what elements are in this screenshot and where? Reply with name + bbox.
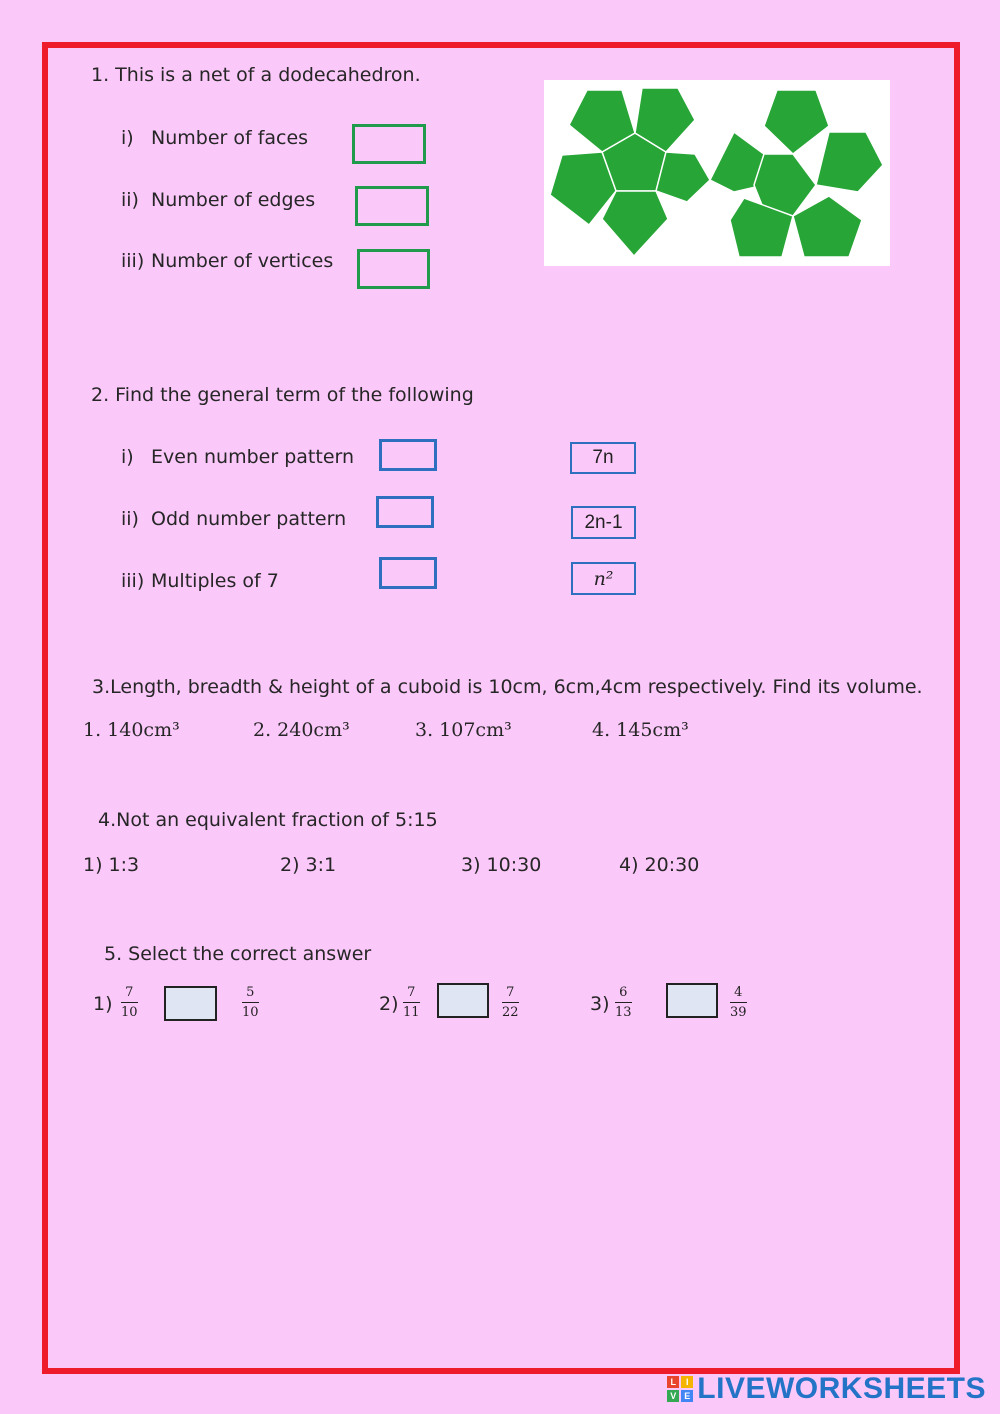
odd-pattern-drop-zone[interactable] [376,496,434,528]
net-face [656,152,710,202]
denominator: 10 [242,1005,259,1020]
even-pattern-drop-zone[interactable] [379,439,437,471]
q5-pair-3-compare-box[interactable] [666,983,718,1018]
q5-pair-2-compare-box[interactable] [437,983,489,1018]
q1-title: 1. This is a net of a dodecahedron. [91,64,421,86]
q4-option-4[interactable]: 4) 20:30 [619,854,700,876]
q4-option-1[interactable]: 1) 1:3 [83,854,140,876]
q1-item-3-label: Number of vertices [151,250,334,272]
q5-pair-1-left-fraction [121,985,138,1020]
dodecahedron-net-image [544,80,890,266]
numerator: 7 [407,985,416,1000]
q2-item-3-num: iii) [121,570,145,592]
q4-title: 4.Not an equivalent fraction of 5:15 [98,809,438,831]
net-face [764,90,829,154]
q5-pair-3-num: 3) [590,993,610,1015]
q2-item-2-label: Odd number pattern [151,508,347,530]
multiples-of-7-drop-zone[interactable] [379,557,437,589]
q4-option-3[interactable]: 3) 10:30 [461,854,542,876]
q1-item-2-label: Number of edges [151,189,316,211]
q1-item-2-num: ii) [121,189,139,211]
q5-pair-3-left-fraction [615,985,632,1020]
q5-pair-1-num: 1) [93,993,113,1015]
term-option-n-squared[interactable]: n² [571,562,636,595]
q5-pair-1-compare-box[interactable] [164,986,217,1021]
brand-name: LIVEWORKSHEETS [697,1372,986,1405]
numerator: 6 [619,985,628,1000]
denominator: 10 [121,1005,138,1020]
q3-option-4[interactable]: 4. 145cm³ [592,719,689,741]
q5-pair-3-right-fraction [730,985,747,1020]
q5-title: 5. Select the correct answer [104,943,372,965]
q1-item-3-num: iii) [121,250,145,272]
q2-item-2-num: ii) [121,508,139,530]
q4-option-2[interactable]: 2) 3:1 [280,854,337,876]
net-face [602,191,668,256]
denominator: 39 [730,1005,747,1020]
denominator: 11 [403,1005,420,1020]
q3-title: 3.Length, breadth & height of a cuboid is 10cm, 6cm,4cm respectively. Find its volume. [92,676,923,698]
q1-item-1-num: i) [121,127,134,149]
q2-title: 2. Find the general term of the following [91,384,474,406]
q1-item-1-label: Number of faces [151,127,309,149]
denominator: 13 [615,1005,632,1020]
q2-item-1-label: Even number pattern [151,446,355,468]
dodecahedron-net-svg [544,80,890,266]
numerator: 4 [734,985,743,1000]
numerator: 5 [246,985,255,1000]
q3-option-1[interactable]: 1. 140cm³ [83,719,180,741]
term-option-2n-1[interactable]: 2n-1 [571,506,636,539]
q2-item-3-label: Multiples of 7 [151,570,279,592]
liveworksheets-logo [667,1372,986,1406]
q2-item-1-num: i) [121,446,134,468]
q3-option-2[interactable]: 2. 240cm³ [253,719,350,741]
q3-option-3[interactable]: 3. 107cm³ [415,719,512,741]
edges-answer-input[interactable] [355,186,429,226]
vertices-answer-input[interactable] [357,249,430,289]
q5-pair-1-right-fraction [242,985,259,1020]
faces-answer-input[interactable] [352,124,426,164]
numerator: 7 [506,985,515,1000]
term-option-7n[interactable]: 7n [570,442,636,474]
denominator: 22 [502,1005,519,1020]
logo-mark-icon: L I V E [667,1376,693,1402]
net-face [793,196,862,257]
net-face [816,132,883,192]
numerator: 7 [125,985,134,1000]
q5-pair-2-left-fraction [403,985,420,1020]
q5-pair-2-num: 2) [379,993,399,1015]
q5-pair-2-right-fraction [502,985,519,1020]
